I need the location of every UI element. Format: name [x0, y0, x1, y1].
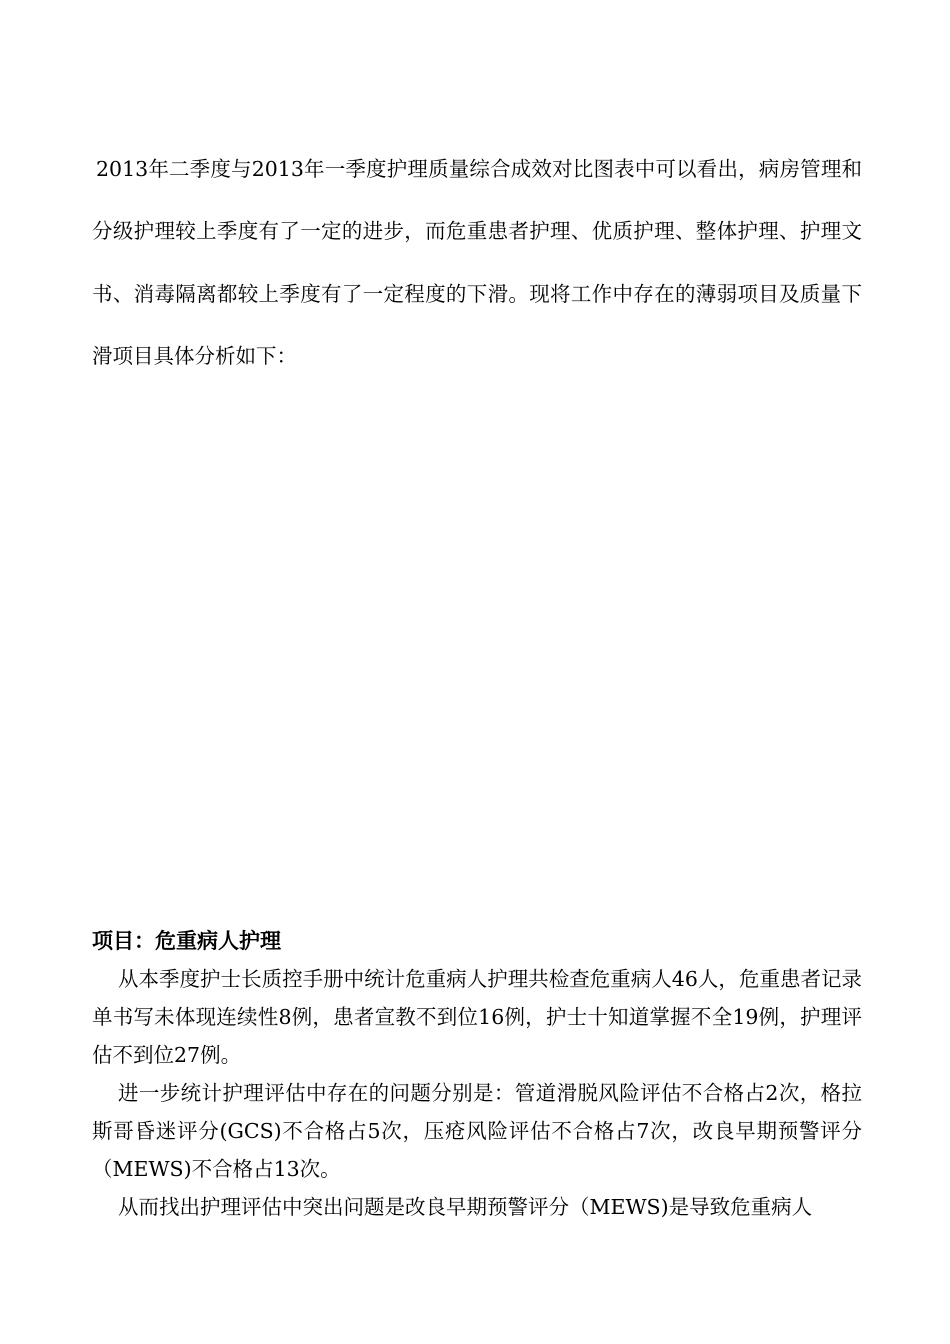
section-critical-care: [92, 922, 862, 1226]
section-title: 项目：危重病人护理: [92, 928, 281, 953]
intro-paragraph: 2013年二季度与2013年一季度护理质量综合成效对比图表中可以看出，病房管理和分级护理较上季度有了一定的进步，而危重患者护理、优质护理、整体护理、护理文书、消毒隔离都较上季度有了一定程度的下滑。现将工作中存在的薄弱项目及质量下滑项目具体分析如下：: [92, 156, 862, 368]
paragraph-conclusion: 从而找出护理评估中突出问题是改良早期预警评分（MEWS)是导致危重病人: [118, 1195, 813, 1219]
paragraph-inspection-stats: 从本季度护士长质控手册中统计危重病人护理共检查危重病人46人，危重患者记录单书写未体现连续性8例，患者宣教不到位16例，护士十知道掌握不全19例，护理评估不到位27例。: [92, 967, 862, 1067]
paragraph-assessment-issues: 进一步统计护理评估中存在的问题分别是：管道滑脱风险评估不合格占2次，格拉斯哥昏迷评分(GCS)不合格占5次，压疮风险评估不合格占7次，改良早期预警评分（MEWS)不合格占13次。: [92, 1081, 862, 1181]
